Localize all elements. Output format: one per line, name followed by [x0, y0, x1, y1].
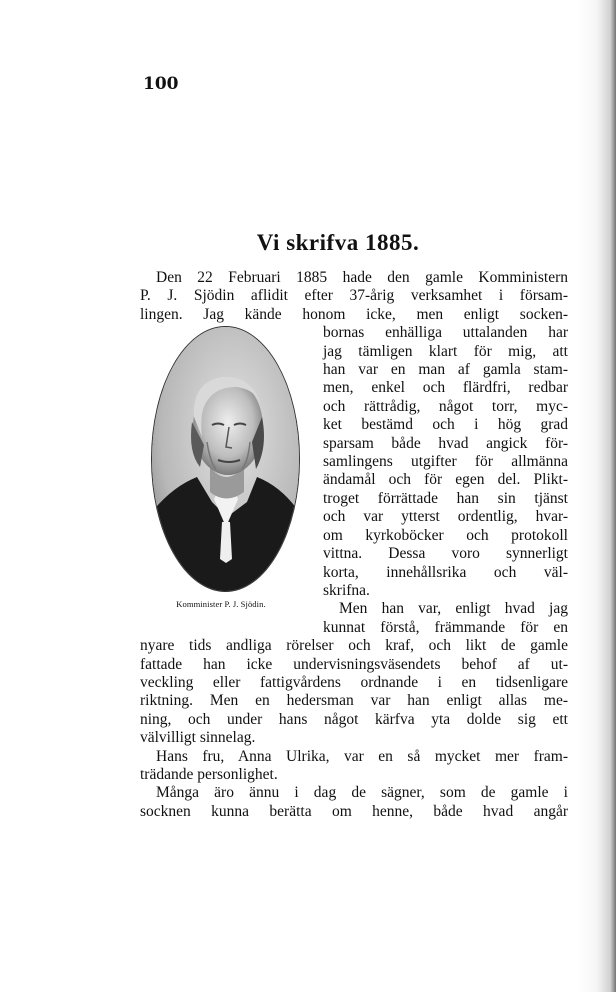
- text-line: veckling eller fattigvårdens ordnande i en tidsenligare: [140, 673, 568, 691]
- text-line: Hans fru, Anna Ulrika, var en så mycket mer fram-: [156, 747, 568, 765]
- text-line: fattade han icke undervisningsväsendets behof af ut-: [140, 655, 568, 673]
- text-line: Men han var, enligt hvad jag: [339, 600, 568, 618]
- text-line: ket bestämd och i hög grad: [323, 416, 568, 434]
- text-line: men, enkel och flärdfri, redbar: [323, 379, 568, 397]
- page-number: 100: [143, 74, 179, 94]
- portrait-caption: Komminister P. J. Sjödin.: [176, 599, 266, 609]
- text-line: troget förrättade han sin tjänst: [323, 489, 568, 507]
- text-line: Den 22 Februari 1885 hade den gamle Komministern: [156, 269, 568, 286]
- text-line: P. J. Sjödin aflidit efter 37-årig verksamhet i försam-: [140, 287, 568, 305]
- text-line: trädande personlighet.: [140, 765, 278, 783]
- text-line: Många äro ännu i dag de sägner, som de gamle i: [156, 784, 568, 802]
- text-line: kunnat förstå, främmande för en: [323, 618, 568, 636]
- text-line: och var ytterst ordentlig, hvar-: [323, 508, 568, 526]
- text-line: skrifna.: [323, 581, 370, 599]
- text-line: sparsam både hvad angick för-: [323, 434, 568, 452]
- text-line: lingen. Jag kände honom icke, men enligt socken-: [140, 305, 568, 323]
- text-line: om kyrkoböcker och protokoll: [323, 526, 568, 544]
- text-line: ändamål och för egen del. Plikt-: [323, 471, 568, 489]
- text-line: riktning. Men en hedersman var han enligt allas me-: [140, 692, 568, 710]
- text-line: välvilligt sinnelag.: [140, 729, 256, 747]
- text-line: och rättrådig, något torr, myc-: [323, 397, 568, 415]
- text-line: han var en man af gamla stam-: [323, 361, 568, 379]
- page-edge-shadow: [578, 0, 616, 992]
- text-line: vittna. Dessa voro synnerligt: [323, 545, 568, 563]
- text-line: samlingens utgifter för allmänna: [323, 453, 568, 471]
- text-line: jag tämligen klart för mig, att: [323, 342, 568, 360]
- text-line: nyare tids andliga rörelser och kraf, och likt de gamle: [140, 637, 568, 655]
- text-line: korta, innehållsrika och väl-: [323, 563, 568, 581]
- text-line: ning, och under hans något kärfva yta dolde sig ett: [140, 710, 568, 728]
- text-line: bornas enhälliga uttalanden har: [323, 324, 568, 342]
- text-line: socknen kunna berätta om henne, både hvad angår: [140, 802, 568, 820]
- body-text: [140, 269, 568, 821]
- chapter-title: Vi skrifva 1885.: [256, 230, 420, 255]
